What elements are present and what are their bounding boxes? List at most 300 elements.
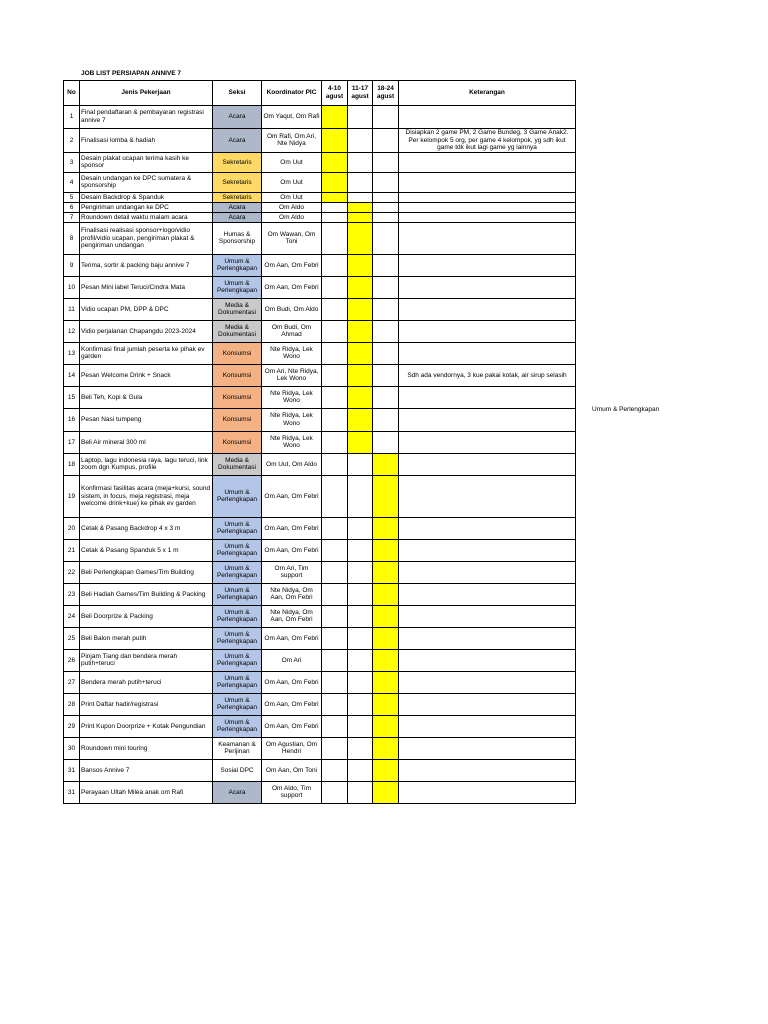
job-description: Beli Doorprize & Packing (80, 605, 213, 627)
pic-cell: Om Aan, Om Febri (262, 693, 322, 715)
table-row (64, 298, 576, 320)
table-row (64, 605, 576, 627)
pic-cell: Om Aan, Om Febri (262, 539, 322, 561)
keterangan-cell (399, 583, 576, 605)
job-description: Pengiriman undangan ke DPC (80, 202, 213, 212)
pic-cell: Om Aan, Om Febri (262, 671, 322, 693)
week-1-cell (322, 715, 348, 737)
pic-cell: Nte Ridya, Lek Wono (262, 408, 322, 431)
week-3-cell (373, 627, 399, 649)
table-row (64, 364, 576, 386)
table-row (64, 172, 576, 192)
week-1-cell (322, 152, 348, 172)
job-description: Pinjam Tiang dan bendera merah putih+teruci (80, 649, 213, 671)
pic-cell: Nte Ridya, Lek Wono (262, 342, 322, 364)
table-row (64, 693, 576, 715)
pic-cell: Om Aan, Om Febri (262, 715, 322, 737)
table-row (64, 431, 576, 453)
job-description: Konfirmasi fasilitas acara (meja+kursi, sound sistem, in focus, meja registrasi, meja welcome drink+kue) ke pihak ev garden (80, 475, 213, 517)
row-number: 17 (64, 431, 80, 453)
section-cell: Sekretaris (213, 192, 262, 202)
week-3-cell (373, 781, 399, 803)
week-1-cell (322, 212, 348, 222)
week-2-cell (348, 759, 373, 781)
pic-cell: Om Aan, Om Febri (262, 254, 322, 276)
row-number: 9 (64, 254, 80, 276)
keterangan-cell (399, 759, 576, 781)
row-number: 3 (64, 152, 80, 172)
pic-cell: Nte Ridya, Lek Wono (262, 386, 322, 408)
row-number: 15 (64, 386, 80, 408)
week-2-cell (348, 342, 373, 364)
table-row (64, 517, 576, 539)
section-cell: Umum & Perlengkapan (213, 517, 262, 539)
pic-cell: Om Uut, Om Aldo (262, 453, 322, 475)
week-2-cell (348, 212, 373, 222)
week-1-cell (322, 605, 348, 627)
job-description: Bansos Annive 7 (80, 759, 213, 781)
week-1-cell (322, 583, 348, 605)
job-description: Print Kupon Doorprize + Kotak Pengundian (80, 715, 213, 737)
week-1-cell (322, 276, 348, 298)
pic-cell: Om Yaqut, Om Rafi (262, 106, 322, 129)
table-row (64, 106, 576, 129)
job-description: Beli Hadiah Games/Tim Building & Packing (80, 583, 213, 605)
job-description: Pesan Mini label Teruci/Cindra Mata (80, 276, 213, 298)
keterangan-cell (399, 715, 576, 737)
row-number: 7 (64, 212, 80, 222)
pic-cell: Om Aan, Om Febri (262, 276, 322, 298)
week-3-cell (373, 715, 399, 737)
keterangan-cell (399, 152, 576, 172)
week-2-cell (348, 781, 373, 803)
table-row (64, 276, 576, 298)
week-1-cell (322, 364, 348, 386)
week-2-cell (348, 649, 373, 671)
week-1-cell (322, 254, 348, 276)
job-description: Beli Balon merah putih (80, 627, 213, 649)
section-cell: Sekretaris (213, 172, 262, 192)
job-description: Finalisasi lomba & hadiah (80, 129, 213, 153)
job-description: Bendera merah putih+teruci (80, 671, 213, 693)
job-description: Finalisasi realisasi sponsor+logo/vidio profil/vidio ucapan, pengiriman plakat & pengiriman undangan (80, 222, 213, 254)
week-3-cell (373, 431, 399, 453)
pic-cell: Om Aan, Om Toni (262, 759, 322, 781)
section-cell: Sekretaris (213, 152, 262, 172)
pic-cell: Om Ari, Tim support (262, 561, 322, 583)
week-2-cell (348, 693, 373, 715)
row-number: 24 (64, 605, 80, 627)
week-1-cell (322, 202, 348, 212)
job-description: Laptop, lagu indonesia raya, lagu teruci, link zoom dgn Kumpus, profile (80, 453, 213, 475)
table-row (64, 386, 576, 408)
week-1-cell (322, 649, 348, 671)
table-row (64, 408, 576, 431)
table-row (64, 781, 576, 803)
table-row (64, 342, 576, 364)
week-2-cell (348, 431, 373, 453)
week-2-cell (348, 408, 373, 431)
section-cell: Umum & Perlengkapan (213, 671, 262, 693)
table-row (64, 202, 576, 212)
week-2-cell (348, 192, 373, 202)
week-2-cell (348, 605, 373, 627)
header-no: No (64, 81, 80, 106)
job-description: Terima, sortir & packing baju annive 7 (80, 254, 213, 276)
keterangan-cell (399, 222, 576, 254)
pic-cell: Om Uut (262, 152, 322, 172)
week-2-cell (348, 276, 373, 298)
table-row (64, 737, 576, 759)
sheet-title: JOB LIST PERSIAPAN ANNIVE 7 (81, 70, 182, 77)
section-cell: Umum & Perlengkapan (213, 539, 262, 561)
week-3-cell (373, 737, 399, 759)
side-note: Umum & Perlengkapan (592, 406, 660, 413)
week-1-cell (322, 517, 348, 539)
job-description: Pesan Welcome Drink + Snack (80, 364, 213, 386)
pic-cell: Om Budi, Om Ahmad (262, 320, 322, 342)
row-number: 8 (64, 222, 80, 254)
job-description: Vidio perjalanan Chapangdu 2023-2024 (80, 320, 213, 342)
row-number: 18 (64, 453, 80, 475)
keterangan-cell (399, 408, 576, 431)
week-1-cell (322, 320, 348, 342)
row-number: 22 (64, 561, 80, 583)
pic-cell: Om Aan, Om Febri (262, 627, 322, 649)
week-1-cell (322, 222, 348, 254)
pic-cell: Om Aldo (262, 202, 322, 212)
week-2-cell (348, 106, 373, 129)
keterangan-cell (399, 781, 576, 803)
row-number: 23 (64, 583, 80, 605)
section-cell: Umum & Perlengkapan (213, 715, 262, 737)
keterangan-cell (399, 192, 576, 202)
week-2-cell (348, 453, 373, 475)
week-1-cell (322, 386, 348, 408)
table-row (64, 222, 576, 254)
row-number: 10 (64, 276, 80, 298)
week-3-cell (373, 152, 399, 172)
pic-cell: Om Aldo, Tim support (262, 781, 322, 803)
keterangan-cell (399, 431, 576, 453)
week-3-cell (373, 453, 399, 475)
week-2-cell (348, 298, 373, 320)
keterangan-cell (399, 202, 576, 212)
week-1-cell (322, 453, 348, 475)
week-1-cell (322, 737, 348, 759)
week-1-cell (322, 539, 348, 561)
pic-cell: Om Ari, Nte Ridya, Lek Wono (262, 364, 322, 386)
week-2-cell (348, 475, 373, 517)
header-keterangan: Keterangan (399, 81, 576, 106)
section-cell: Umum & Perlengkapan (213, 276, 262, 298)
week-3-cell (373, 212, 399, 222)
week-2-cell (348, 583, 373, 605)
section-cell: Media & Dokumentasi (213, 320, 262, 342)
row-number: 1 (64, 106, 80, 129)
table-row (64, 320, 576, 342)
keterangan-cell (399, 539, 576, 561)
header-seksi: Seksi (213, 81, 262, 106)
week-3-cell (373, 539, 399, 561)
table-row (64, 671, 576, 693)
row-number: 6 (64, 202, 80, 212)
week-3-cell (373, 475, 399, 517)
week-3-cell (373, 106, 399, 129)
week-2-cell (348, 222, 373, 254)
table-row (64, 129, 576, 153)
week-1-cell (322, 431, 348, 453)
pic-cell: Om Aan, Om Febri (262, 517, 322, 539)
week-1-cell (322, 106, 348, 129)
pic-cell: Om Aan, Om Febri (262, 475, 322, 517)
row-number: 5 (64, 192, 80, 202)
pic-cell: Nte Nidya, Om Aan, Om Febri (262, 605, 322, 627)
table-row (64, 759, 576, 781)
table-row (64, 715, 576, 737)
row-number: 4 (64, 172, 80, 192)
row-number: 16 (64, 408, 80, 431)
row-number: 12 (64, 320, 80, 342)
row-number: 28 (64, 693, 80, 715)
table-row (64, 453, 576, 475)
job-description: Pesan Nasi tumpeng (80, 408, 213, 431)
week-3-cell (373, 759, 399, 781)
section-cell: Acara (213, 781, 262, 803)
pic-cell: Om Uut (262, 192, 322, 202)
row-number: 29 (64, 715, 80, 737)
job-description: Konfirmasi final jumlah peserta ke pihak ev garden (80, 342, 213, 364)
keterangan-cell (399, 172, 576, 192)
week-1-cell (322, 172, 348, 192)
week-2-cell (348, 129, 373, 153)
table-row (64, 152, 576, 172)
week-3-cell (373, 129, 399, 153)
section-cell: Acara (213, 212, 262, 222)
section-cell: Konsumsi (213, 408, 262, 431)
week-3-cell (373, 172, 399, 192)
week-3-cell (373, 222, 399, 254)
section-cell: Umum & Perlengkapan (213, 475, 262, 517)
week-2-cell (348, 152, 373, 172)
week-3-cell (373, 192, 399, 202)
week-2-cell (348, 671, 373, 693)
week-2-cell (348, 254, 373, 276)
keterangan-cell (399, 276, 576, 298)
table-row (64, 254, 576, 276)
row-number: 25 (64, 627, 80, 649)
row-number: 13 (64, 342, 80, 364)
row-number: 27 (64, 671, 80, 693)
job-description: Final pendaftaran & pembayaran registrasi annive 7 (80, 106, 213, 129)
pic-cell: Nte Ridya, Lek Wono (262, 431, 322, 453)
week-2-cell (348, 172, 373, 192)
keterangan-cell (399, 561, 576, 583)
header-week-3: 18-24 agust (373, 81, 399, 106)
week-1-cell (322, 298, 348, 320)
section-cell: Konsumsi (213, 431, 262, 453)
keterangan-cell (399, 106, 576, 129)
job-description: Desain plakat ucapan terima kasih ke sponsor (80, 152, 213, 172)
section-cell: Humas & Sponsorship (213, 222, 262, 254)
week-3-cell (373, 408, 399, 431)
keterangan-cell (399, 737, 576, 759)
pic-cell: Nte Nidya, Om Aan, Om Febri (262, 583, 322, 605)
section-cell: Acara (213, 202, 262, 212)
job-list-table (63, 80, 576, 804)
job-description: Cetak & Pasang Backdrop 4 x 3 m (80, 517, 213, 539)
table-row (64, 649, 576, 671)
week-3-cell (373, 276, 399, 298)
job-description: Print Daftar hadir/registrasi (80, 693, 213, 715)
row-number: 31 (64, 759, 80, 781)
job-description: Beli Teh, Kopi & Gula (80, 386, 213, 408)
week-3-cell (373, 649, 399, 671)
week-1-cell (322, 129, 348, 153)
week-2-cell (348, 561, 373, 583)
week-2-cell (348, 627, 373, 649)
job-description: Desain Backdrop & Spanduk (80, 192, 213, 202)
keterangan-cell (399, 605, 576, 627)
section-cell: Umum & Perlengkapan (213, 583, 262, 605)
table-row (64, 475, 576, 517)
week-1-cell (322, 627, 348, 649)
header-pic: Koordinator PIC (262, 81, 322, 106)
week-2-cell (348, 364, 373, 386)
table-row (64, 583, 576, 605)
keterangan-cell (399, 254, 576, 276)
row-number: 2 (64, 129, 80, 153)
pic-cell: Om Ari (262, 649, 322, 671)
keterangan-cell (399, 693, 576, 715)
row-number: 20 (64, 517, 80, 539)
section-cell: Konsumsi (213, 386, 262, 408)
week-1-cell (322, 671, 348, 693)
pic-cell: Om Rafi, Om Ari, Nte Nidya (262, 129, 322, 153)
pic-cell: Om Aldo (262, 212, 322, 222)
week-3-cell (373, 320, 399, 342)
section-cell: Umum & Perlengkapan (213, 693, 262, 715)
week-3-cell (373, 693, 399, 715)
keterangan-cell: Sdh ada vendornya, 3 kue pakai kotak, air sirup selasih (399, 364, 576, 386)
section-cell: Media & Dokumentasi (213, 298, 262, 320)
keterangan-cell (399, 386, 576, 408)
week-2-cell (348, 320, 373, 342)
section-cell: Umum & Perlengkapan (213, 627, 262, 649)
keterangan-cell (399, 298, 576, 320)
week-1-cell (322, 693, 348, 715)
week-3-cell (373, 386, 399, 408)
job-description: Roundown detail waktu malam acara (80, 212, 213, 222)
section-cell: Umum & Perlengkapan (213, 254, 262, 276)
week-1-cell (322, 781, 348, 803)
row-number: 31 (64, 781, 80, 803)
job-description: Beli Perlengkapan Games/Tim Building (80, 561, 213, 583)
keterangan-cell (399, 475, 576, 517)
pic-cell: Om Wawan, Om Toni (262, 222, 322, 254)
section-cell: Keamanan & Perijinan (213, 737, 262, 759)
section-cell: Media & Dokumentasi (213, 453, 262, 475)
table-row (64, 627, 576, 649)
job-description: Beli Air mineral 300 ml (80, 431, 213, 453)
header-job: Jenis Pekerjaan (80, 81, 213, 106)
keterangan-cell (399, 212, 576, 222)
week-3-cell (373, 517, 399, 539)
keterangan-cell (399, 320, 576, 342)
pic-cell: Om Uut (262, 172, 322, 192)
week-3-cell (373, 583, 399, 605)
header-week-1: 4-10 agust (322, 81, 348, 106)
table-row (64, 212, 576, 222)
week-3-cell (373, 364, 399, 386)
section-cell: Umum & Perlengkapan (213, 649, 262, 671)
row-number: 14 (64, 364, 80, 386)
week-3-cell (373, 342, 399, 364)
section-cell: Konsumsi (213, 342, 262, 364)
week-3-cell (373, 202, 399, 212)
keterangan-cell (399, 342, 576, 364)
header-row (64, 81, 576, 106)
table-row (64, 539, 576, 561)
week-2-cell (348, 737, 373, 759)
week-1-cell (322, 759, 348, 781)
keterangan-cell (399, 649, 576, 671)
section-cell: Acara (213, 129, 262, 153)
week-2-cell (348, 517, 373, 539)
week-3-cell (373, 561, 399, 583)
week-2-cell (348, 386, 373, 408)
week-1-cell (322, 342, 348, 364)
week-2-cell (348, 539, 373, 561)
week-1-cell (322, 192, 348, 202)
week-1-cell (322, 408, 348, 431)
table-row (64, 561, 576, 583)
week-3-cell (373, 605, 399, 627)
section-cell: Konsumsi (213, 364, 262, 386)
week-3-cell (373, 671, 399, 693)
job-description: Roundown mini touring (80, 737, 213, 759)
job-description: Vidio ucapan PM, DPP & DPC (80, 298, 213, 320)
week-3-cell (373, 254, 399, 276)
week-2-cell (348, 715, 373, 737)
section-cell: Sosial DPC (213, 759, 262, 781)
row-number: 11 (64, 298, 80, 320)
pic-cell: Om Agustian, Om Hendri (262, 737, 322, 759)
row-number: 19 (64, 475, 80, 517)
row-number: 21 (64, 539, 80, 561)
header-week-2: 11-17 agust (348, 81, 373, 106)
job-description: Perayaan Ultah Milea anak om Rafi (80, 781, 213, 803)
keterangan-cell (399, 453, 576, 475)
section-cell: Acara (213, 106, 262, 129)
job-description: Cetak & Pasang Spanduk 5 x 1 m (80, 539, 213, 561)
row-number: 30 (64, 737, 80, 759)
week-1-cell (322, 475, 348, 517)
job-description: Desain undangan ke DPC sumatera & sponsorship (80, 172, 213, 192)
week-2-cell (348, 202, 373, 212)
section-cell: Umum & Perlengkapan (213, 561, 262, 583)
table-row (64, 192, 576, 202)
keterangan-cell (399, 517, 576, 539)
keterangan-cell (399, 671, 576, 693)
week-1-cell (322, 561, 348, 583)
pic-cell: Om Budi, Om Aldo (262, 298, 322, 320)
row-number: 26 (64, 649, 80, 671)
keterangan-cell: Disiapkan 2 game PM, 2 Game Bundeg, 3 Game Anak2. Per kelompok 5 org, per game 4 kelompok, yg sdh ikut game tdk ikut lagi game yg lainnya (399, 129, 576, 153)
keterangan-cell (399, 627, 576, 649)
section-cell: Umum & Perlengkapan (213, 605, 262, 627)
week-3-cell (373, 298, 399, 320)
